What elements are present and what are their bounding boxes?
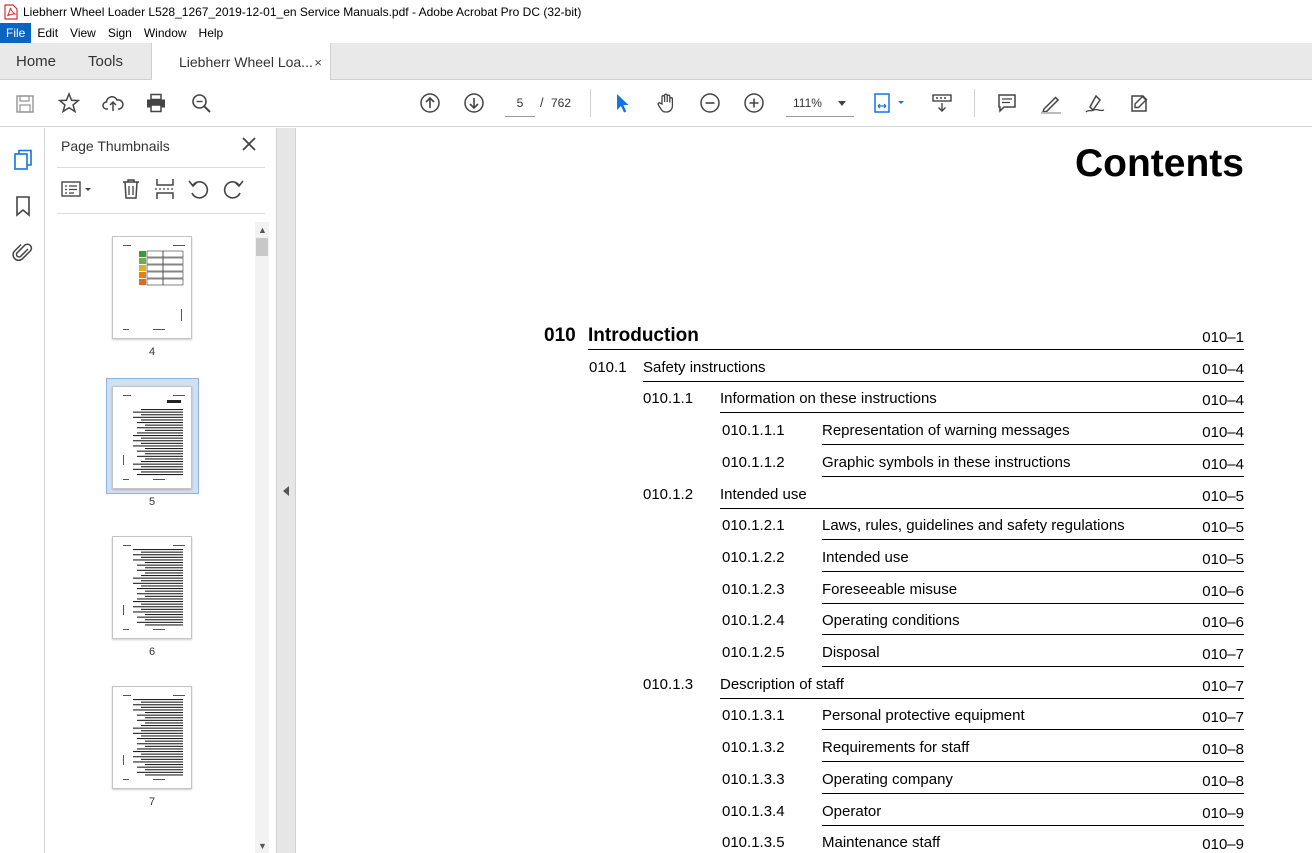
tab-document-label: Liebherr Wheel Loa...: [179, 54, 313, 70]
close-panel-icon[interactable]: [241, 136, 257, 152]
toc-number: 010.1.2.3: [722, 580, 785, 598]
toc-underline: [822, 666, 1244, 667]
toc-title: Maintenance staff: [822, 834, 941, 852]
tab-home[interactable]: Home: [16, 53, 57, 70]
toc-page-ref: 010–7: [1202, 677, 1244, 695]
toc-page-ref: 010–4: [1202, 360, 1244, 378]
toc-number: 010.1.2.1: [722, 517, 785, 535]
page-fit-icon[interactable]: [872, 91, 908, 115]
toc-number: 010.1.2.4: [722, 612, 785, 630]
thumbnail-page-number: 7: [148, 796, 156, 808]
toc-number: 010: [544, 325, 576, 346]
toc-title: Laws, rules, guidelines and safety regulations: [822, 517, 1125, 535]
toc-entry[interactable]: [296, 388, 1312, 410]
highlight-pen-icon[interactable]: [1039, 91, 1063, 115]
toc-page-ref: 010–4: [1202, 392, 1244, 410]
rotate-counterclockwise-icon[interactable]: [187, 177, 211, 201]
menu-view[interactable]: View: [70, 26, 96, 40]
page-thumbnail[interactable]: [112, 236, 192, 339]
toc-underline: [720, 508, 1244, 509]
hand-tool-icon[interactable]: [654, 91, 678, 115]
toc-title: Foreseeable misuse: [822, 580, 958, 598]
toc-number: 010.1: [589, 358, 627, 376]
toc-title: Safety instructions: [643, 358, 766, 376]
toc-entry[interactable]: [296, 610, 1312, 632]
toc-underline: [822, 761, 1244, 762]
save-icon[interactable]: [13, 92, 37, 116]
previous-page-icon[interactable]: [418, 91, 442, 115]
scroll-mode-icon[interactable]: [930, 91, 954, 115]
scrollbar-thumb[interactable]: [256, 238, 268, 256]
page-thumbnail[interactable]: [112, 386, 192, 489]
toc-number: 010.1.1.2: [722, 453, 785, 471]
toc-number: 010.1.3.4: [722, 802, 785, 820]
delete-page-trash-icon[interactable]: [119, 177, 143, 201]
toc-page-ref: 010–7: [1202, 646, 1244, 663]
thumbnail-preview: [123, 245, 185, 331]
toc-title: Disposal: [822, 644, 880, 661]
menu-edit[interactable]: Edit: [37, 26, 59, 40]
bookmarks-icon[interactable]: [11, 194, 35, 218]
print-icon[interactable]: [144, 91, 168, 115]
page-thumbnail[interactable]: [112, 686, 192, 789]
toc-title: Personal protective equipment: [822, 707, 1025, 725]
toc-entry[interactable]: [296, 769, 1312, 791]
select-cursor-icon[interactable]: [610, 91, 634, 115]
panel-divider: [57, 213, 265, 214]
thumbnail-preview: [123, 545, 185, 631]
toc-entry[interactable]: [296, 515, 1312, 537]
star-icon[interactable]: [57, 91, 81, 115]
attachments-paperclip-icon[interactable]: [11, 240, 35, 264]
thumbnails-scrollbar[interactable]: [255, 222, 269, 853]
tab-tools[interactable]: Tools: [88, 53, 124, 70]
toc-underline: [822, 476, 1244, 477]
toc-number: 010.1.1.1: [722, 422, 785, 440]
toc-number: 010.1.3: [643, 675, 694, 693]
zoom-level-value: 111%: [793, 96, 822, 110]
toc-entry[interactable]: [296, 832, 1312, 853]
toc-underline: [822, 793, 1244, 794]
toc-entry[interactable]: [296, 737, 1312, 759]
comment-icon[interactable]: [995, 91, 1019, 115]
scroll-down-icon[interactable]: ▼: [258, 841, 267, 851]
tab-bar: [0, 43, 1312, 80]
page-thumbnails-icon[interactable]: [11, 148, 35, 172]
redact-stamp-icon[interactable]: [1127, 91, 1151, 115]
toc-number: 010.1.3.2: [722, 739, 785, 757]
tab-document[interactable]: [151, 43, 331, 81]
thumbnail-page-number: 6: [148, 646, 156, 658]
zoom-in-icon[interactable]: [742, 91, 766, 115]
toc-page-ref: 010–6: [1202, 614, 1244, 632]
toc-title: Requirements for staff: [822, 739, 970, 757]
page-thumbnail[interactable]: [112, 536, 192, 639]
left-rail: [0, 128, 45, 853]
toc-page-ref: 010–9: [1202, 804, 1244, 822]
toc-entry[interactable]: [296, 674, 1312, 696]
page-total: 762: [551, 96, 572, 110]
toc-title: Description of staff: [720, 675, 844, 693]
toc-underline: [588, 349, 1244, 350]
toc-page-ref: 010–6: [1202, 582, 1244, 600]
toc-page-ref: 010–8: [1202, 741, 1244, 759]
toc-number: 010.1.1: [643, 390, 694, 408]
acrobat-app-icon: [4, 4, 18, 20]
toc-entry[interactable]: [296, 452, 1312, 474]
page-separator: /: [540, 95, 544, 110]
extract-pages-icon[interactable]: [153, 177, 177, 201]
toc-entry[interactable]: [296, 325, 1312, 347]
toc-page-ref: 010–8: [1202, 772, 1244, 790]
toc-number: 010.1.3.3: [722, 770, 785, 788]
window-title: Liebherr Wheel Loader L528_1267_2019-12-01_en Service Manuals.pdf - Adobe Acrobat Pro DC (32-bit): [23, 4, 582, 19]
thumbnails-list: [57, 222, 255, 853]
toc-underline: [822, 825, 1244, 826]
menu-help[interactable]: Help: [198, 26, 224, 40]
toc-number: 010.1.2.5: [722, 644, 785, 661]
scroll-up-icon[interactable]: ▲: [258, 225, 267, 235]
toc-entry[interactable]: [296, 547, 1312, 569]
toc-underline: [822, 539, 1244, 540]
toc-underline: [822, 603, 1244, 604]
toc-title: Operator: [822, 802, 882, 820]
toc-page-ref: 010–1: [1202, 329, 1244, 346]
toc-number: 010.1.2.2: [722, 548, 785, 566]
zoom-level-select[interactable]: [786, 91, 854, 117]
toc-entry[interactable]: [296, 357, 1312, 379]
panel-divider: [57, 167, 265, 168]
toc-entry[interactable]: [296, 642, 1312, 664]
thumbnail-preview: [123, 695, 185, 781]
toc-number: 010.1.3.1: [722, 707, 785, 725]
close-tab-icon[interactable]: ×: [314, 55, 322, 70]
toc-page-ref: 010–5: [1202, 519, 1244, 537]
toc-underline: [643, 381, 1244, 382]
next-page-icon[interactable]: [462, 91, 486, 115]
toc-title: Operating company: [822, 770, 953, 788]
search-zoom-icon[interactable]: [189, 91, 213, 115]
toc-entry[interactable]: [296, 579, 1312, 601]
toc-page-ref: 010–9: [1202, 836, 1244, 853]
upload-cloud-icon[interactable]: [101, 91, 125, 115]
toolbar-divider: [590, 89, 591, 117]
toc-title: Representation of warning messages: [822, 422, 1070, 440]
toc-title: Intended use: [720, 485, 807, 503]
menu-sign[interactable]: Sign: [107, 26, 132, 40]
sign-pen-icon[interactable]: [1083, 91, 1107, 115]
toc-underline: [720, 412, 1244, 413]
thumbnail-options-icon[interactable]: [60, 177, 94, 201]
toc-page-ref: 010–4: [1202, 455, 1244, 473]
thumbnail-page-number: 5: [148, 496, 156, 508]
toc-page-ref: 010–4: [1202, 424, 1244, 442]
collapse-panel-icon[interactable]: [283, 486, 289, 496]
toc-underline: [822, 634, 1244, 635]
toc-title: Introduction: [588, 325, 699, 346]
page-thumbnails-panel: [45, 128, 276, 853]
menu-file[interactable]: File: [0, 23, 31, 43]
menu-window[interactable]: Window: [143, 26, 187, 40]
chevron-down-icon: [838, 101, 846, 106]
toc-entry[interactable]: [296, 705, 1312, 727]
toc-page-ref: 010–5: [1202, 487, 1244, 505]
rotate-clockwise-icon[interactable]: [221, 177, 245, 201]
document-view[interactable]: [296, 128, 1312, 853]
toc-entry[interactable]: [296, 801, 1312, 823]
toc-title: Information on these instructions: [720, 390, 937, 408]
zoom-out-icon[interactable]: [698, 91, 722, 115]
toc-number: 010.1.2: [643, 485, 694, 503]
toc-page-ref: 010–5: [1202, 550, 1244, 568]
panel-splitter[interactable]: [276, 128, 296, 853]
toc-entry[interactable]: [296, 484, 1312, 506]
panel-title: Page Thumbnails: [61, 138, 170, 154]
thumbnail-page-number: 4: [148, 346, 156, 358]
toc-underline: [822, 571, 1244, 572]
toc-page-ref: 010–7: [1202, 709, 1244, 727]
toc-underline: [822, 444, 1244, 445]
toc-title: Graphic symbols in these instructions: [822, 453, 1071, 471]
toc-title: Operating conditions: [822, 612, 960, 630]
toc-title: Intended use: [822, 548, 909, 566]
toolbar-divider: [974, 89, 975, 117]
thumbnail-preview: [123, 395, 185, 481]
toc-number: 010.1.3.5: [722, 834, 785, 852]
toc-underline: [822, 729, 1244, 730]
toc-underline: [720, 698, 1244, 699]
toc-entry[interactable]: [296, 420, 1312, 442]
page-heading: Contents: [1075, 142, 1244, 185]
menu-bar: [0, 23, 1312, 43]
title-bar: [0, 0, 1312, 23]
page-number-input[interactable]: 5: [505, 91, 535, 117]
